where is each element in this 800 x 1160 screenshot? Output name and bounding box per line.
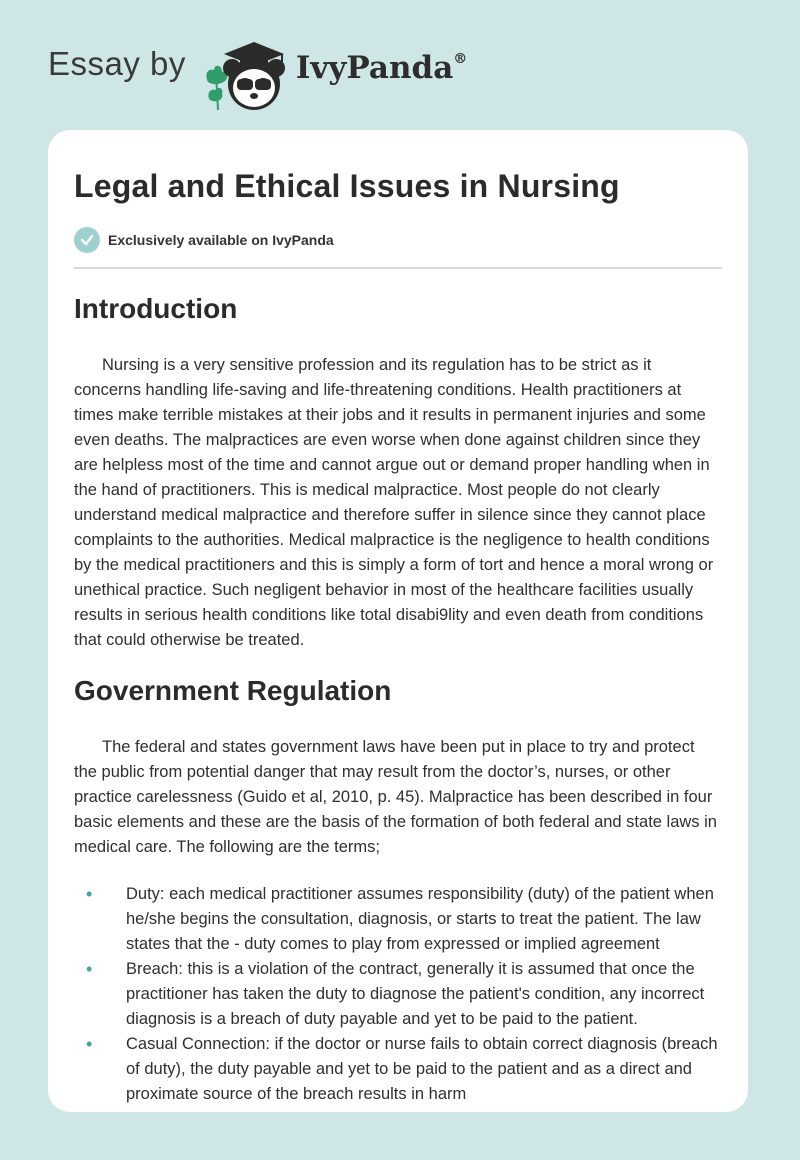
list-item-text: Duty: each medical practitioner assumes responsibility (duty) of the patient when he/she begins the consultation, diagnosis, or starts to treat the patient. The law states that the - duty comes to play from expressed or implied agreement xyxy=(126,885,714,953)
exclusive-badge xyxy=(74,227,722,253)
list-item xyxy=(74,882,722,957)
section-paragraph-government-regulation: The federal and states government laws have been put in place to try and protect the public from potential danger that may result from the doctor’s, nurses, or other practice carelessness (Guido et al, 2010, p. 45). Malpractice has been described in four basic elements and these are the basis of the formation of both federal and state laws in medical care. The following are the terms; xyxy=(74,738,717,856)
list-item-text: Breach: this is a violation of the contract, generally it is assumed that once the practitioner has taken the duty to diagnose the patient's condition, any incorrect diagnosis is a breach of duty payable and yet to be paid to the patient. xyxy=(126,960,705,1028)
section-heading-government-regulation: Government Regulation xyxy=(74,675,392,706)
page-title: Legal and Ethical Issues in Nursing xyxy=(74,168,620,204)
section-paragraph-introduction: Nursing is a very sensitive profession and its regulation has to be strict as it concerns handling life-saving and life-threatening conditions. Health practitioners at times make terrible mistakes at their jobs and it results in permanent injuries and some even deaths. The malpractices are even worse when done against children since they are helpless most of the time and cannot argue out or demand proper handling when in the hand of practitioners. This is medical malpractice. Most people do not clearly understand medical malpractice and therefore suffer in silence since they cannot place complaints to the authorities. Medical malpractice is the negligence to health conditions by the medical practitioners and this is simply a form of tort and hence a moral wrong or unethical practice. Such negligent behavior in most of the healthcare facilities usually results in serious health conditions like total disabi9lity and even death from conditions that could otherwise be treated. xyxy=(74,356,714,649)
list-item xyxy=(74,1032,722,1107)
brand-wordmark[interactable] xyxy=(296,50,467,86)
registered-mark: ® xyxy=(453,50,468,67)
check-icon xyxy=(74,227,100,253)
bullet-icon: • xyxy=(86,1034,93,1054)
brand-prefix: Essay by xyxy=(48,45,186,82)
essay-card xyxy=(48,130,748,1112)
elements-list xyxy=(74,882,722,1107)
section-heading-introduction: Introduction xyxy=(74,293,238,324)
brand-header xyxy=(48,34,467,114)
exclusive-label: Exclusively available on IvyPanda xyxy=(108,232,334,248)
brand-name: IvyPanda xyxy=(295,50,454,86)
title-divider xyxy=(74,267,722,269)
ivypanda-logo-icon[interactable] xyxy=(202,34,294,114)
bullet-icon: • xyxy=(86,884,93,904)
list-item xyxy=(74,957,722,1032)
list-item-text: Casual Connection: if the doctor or nurse fails to obtain correct diagnosis (breach of duty), the duty payable and yet to be paid to the patient and as a direct and proximate source of the breach results in harm xyxy=(126,1035,718,1103)
bullet-icon: • xyxy=(86,959,93,979)
